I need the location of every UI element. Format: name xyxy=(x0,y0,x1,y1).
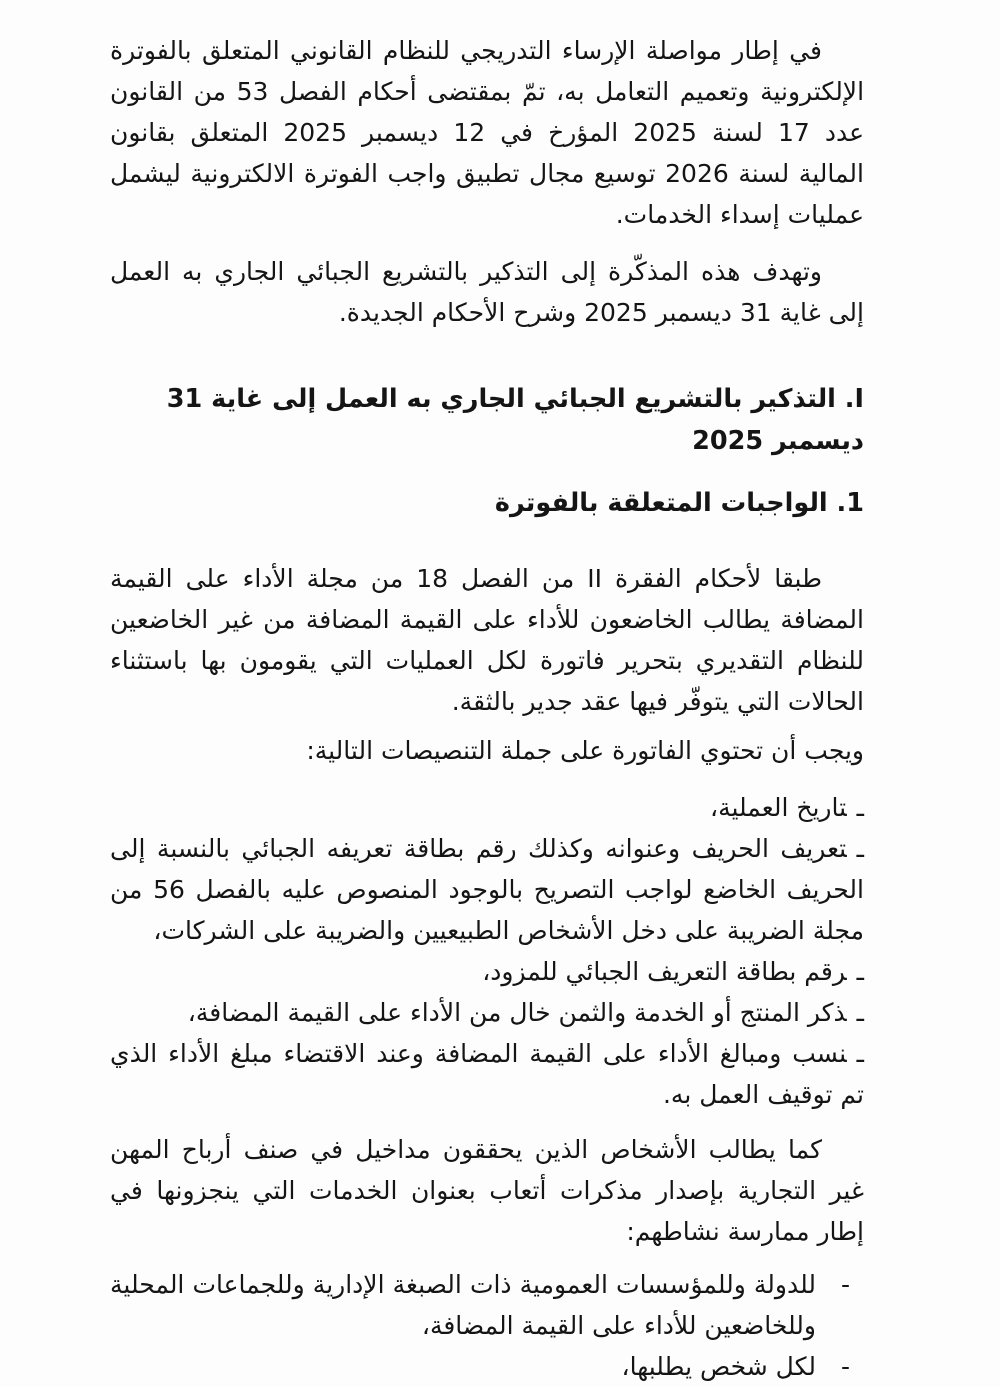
list-item xyxy=(110,951,864,992)
invoice-contents-intro: ويجب أن تحتوي الفاتورة على جملة التنصيصات التالية: xyxy=(306,736,864,766)
dash-marker: ـ xyxy=(856,957,864,987)
list-item xyxy=(110,787,864,828)
purpose-paragraph: وتهدف هذه المذكّرة إلى التذكير بالتشريع الجبائي الجاري به العمل إلى غاية 31 ديسمبر 2025 وشرح الأحكام الجديدة. xyxy=(110,257,864,327)
dash-marker: - xyxy=(840,1270,850,1300)
fees-notes-paragraph: كما يطالب الأشخاص الذين يحققون مداخيل في صنف أرباح المهن غير التجارية بإصدار مذكرات أتعاب بعنوان الخدمات التي ينجزونها في إطار ممارسة نشاطهم: xyxy=(110,1135,864,1247)
dash-marker: ـ xyxy=(856,998,864,1028)
list-item-text: تاريخ العملية، xyxy=(710,793,847,823)
list-item-text: للدولة وللمؤسسات العمومية ذات الصبغة الإدارية وللجماعات المحلية وللخاضعين للأداء على القيمة المضافة، xyxy=(110,1270,816,1341)
dash-marker: - xyxy=(840,1352,850,1382)
intro-paragraph: في إطار مواصلة الإرساء التدريجي للنظام القانوني المتعلق بالفوترة الإلكترونية وتعميم التعامل به، تمّ بمقتضى أحكام الفصل 53 من القانون عدد 17 لسنة 2025 المؤرخ في 12 ديسمبر 2025 المتعلق بقانون المالية لسنة 2026 توسيع مجال تطبيق واجب الفوترة الالكترونية ليشمل عمليات إسداء الخدمات. xyxy=(110,36,865,229)
list-item xyxy=(110,1264,864,1346)
list-item xyxy=(110,992,864,1033)
fee-note-recipients-list xyxy=(110,1264,864,1387)
list-item-text: ذكر المنتج أو الخدمة والثمن خال من الأداء على القيمة المضافة، xyxy=(187,998,847,1028)
list-item-text: تعريف الحريف وعنوانه وكذلك رقم بطاقة تعريفه الجبائي بالنسبة إلى الحريف الخاضع لواجب التصريح بالوجود المنصوص عليه بالفصل 56 من مجلة الضريبة على دخل الأشخاص الطبيعيين والضريبة على الشركات، xyxy=(110,834,864,946)
dash-marker: ـ xyxy=(856,793,864,823)
subsection-heading-invoicing-obligations: 1. الواجبات المتعلقة بالفوترة xyxy=(494,487,864,518)
dash-marker: ـ xyxy=(856,834,864,864)
list-item-text: رقم بطاقة التعريف الجبائي للمزود، xyxy=(482,957,847,987)
list-item-text: لكل شخص يطلبها، xyxy=(621,1352,816,1382)
list-item-text: نسب ومبالغ الأداء على القيمة المضافة وعند الاقتضاء مبلغ الأداء الذي تم توقيف العمل به. xyxy=(110,1039,864,1110)
vat-obligation-paragraph: طبقا لأحكام الفقرة II من الفصل 18 من مجلة الأداء على القيمة المضافة يطالب الخاضعون للأداء على القيمة المضافة من غير الخاضعين للنظام التقديري بتحرير فاتورة لكل العمليات التي يقومون بها باستثناء الحالات التي يتوفّر فيها عقد جدير بالثقة. xyxy=(110,564,864,717)
section-heading-legislation-reminder: I. التذكير بالتشريع الجبائي الجاري به العمل إلى غاية 31 ديسمبر 2025 xyxy=(166,384,864,456)
list-item xyxy=(110,1346,864,1387)
list-item xyxy=(110,1033,864,1115)
invoice-required-items-list xyxy=(110,787,864,1115)
list-item xyxy=(110,828,864,951)
dash-marker: ـ xyxy=(856,1039,864,1069)
